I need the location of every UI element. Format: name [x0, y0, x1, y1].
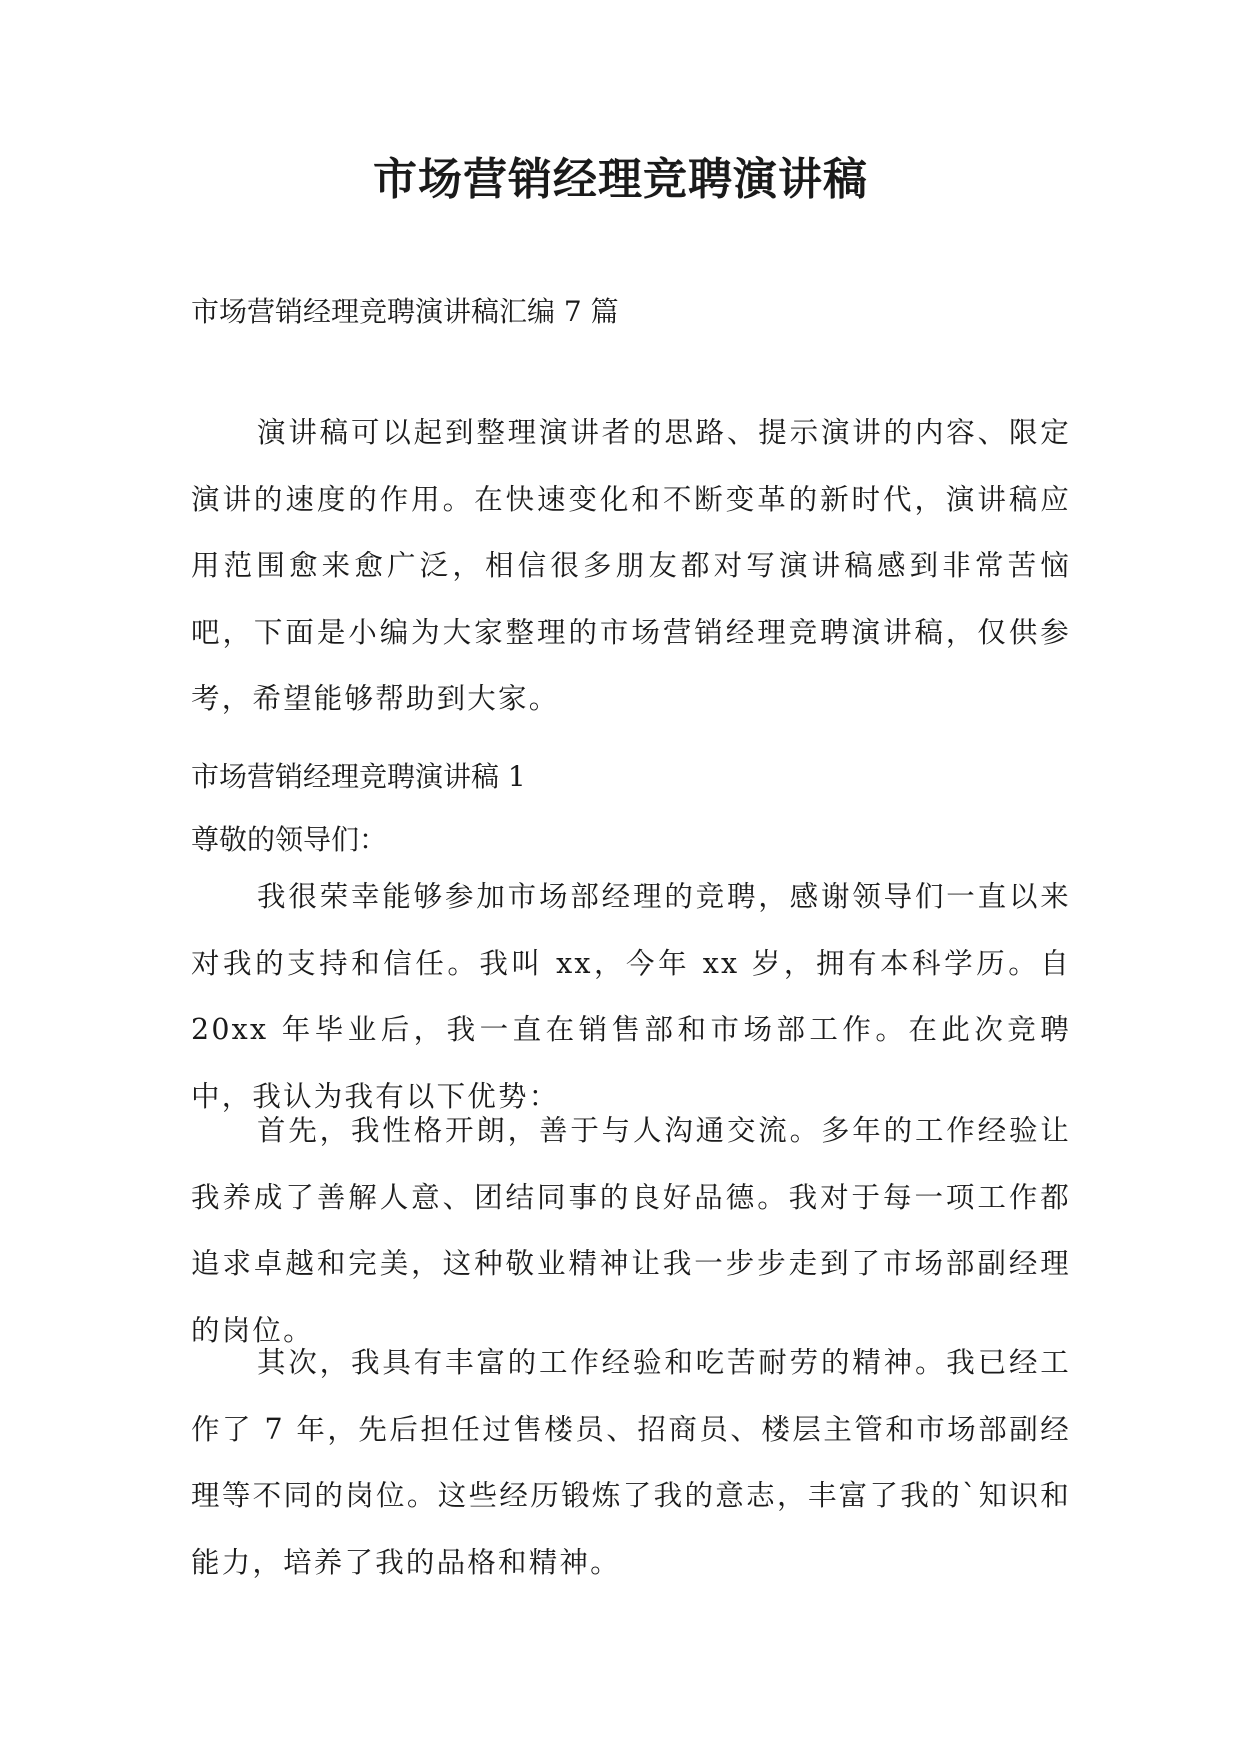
greeting-line: 尊敬的领导们： [191, 823, 388, 856]
body-paragraph: 我很荣幸能够参加市场部经理的竞聘，感谢领导们一直以来对我的支持和信任。我叫 xx，今年 xx 岁，拥有本科学历。自 20xx 年毕业后，我一直在销售部和市场部工作。在此次竞聘中，我认为我有以下优势： [191, 880, 1071, 1113]
body-paragraph: 首先，我性格开朗，善于与人沟通交流。多年的工作经验让我养成了善解人意、团结同事的良好品德。我对于每一项工作都追求卓越和完美，这种敬业精神让我一步步走到了市场部副经理的岗位。 [191, 1114, 1071, 1347]
document-subtitle: 市场营销经理竞聘演讲稿汇编 7 篇 [191, 295, 619, 328]
intro-paragraph: 演讲稿可以起到整理演讲者的思路、提示演讲的内容、限定演讲的速度的作用。在快速变化和不断变革的新时代，演讲稿应用范围愈来愈广泛，相信很多朋友都对写演讲稿感到非常苦恼吧，下面是小编为大家整理的市场营销经理竞聘演讲稿，仅供参考，希望能够帮助到大家。 [191, 416, 1071, 715]
body-paragraph: 其次，我具有丰富的工作经验和吃苦耐劳的精神。我已经工作了 7 年，先后担任过售楼员、招商员、楼层主管和市场部副经理等不同的岗位。这些经历锻炼了我的意志，丰富了我的`知识和能力，培养了我的品格和精神。 [191, 1346, 1071, 1579]
section-heading: 市场营销经理竞聘演讲稿 1 [191, 760, 526, 793]
document-title: 市场营销经理竞聘演讲稿 [373, 154, 868, 205]
